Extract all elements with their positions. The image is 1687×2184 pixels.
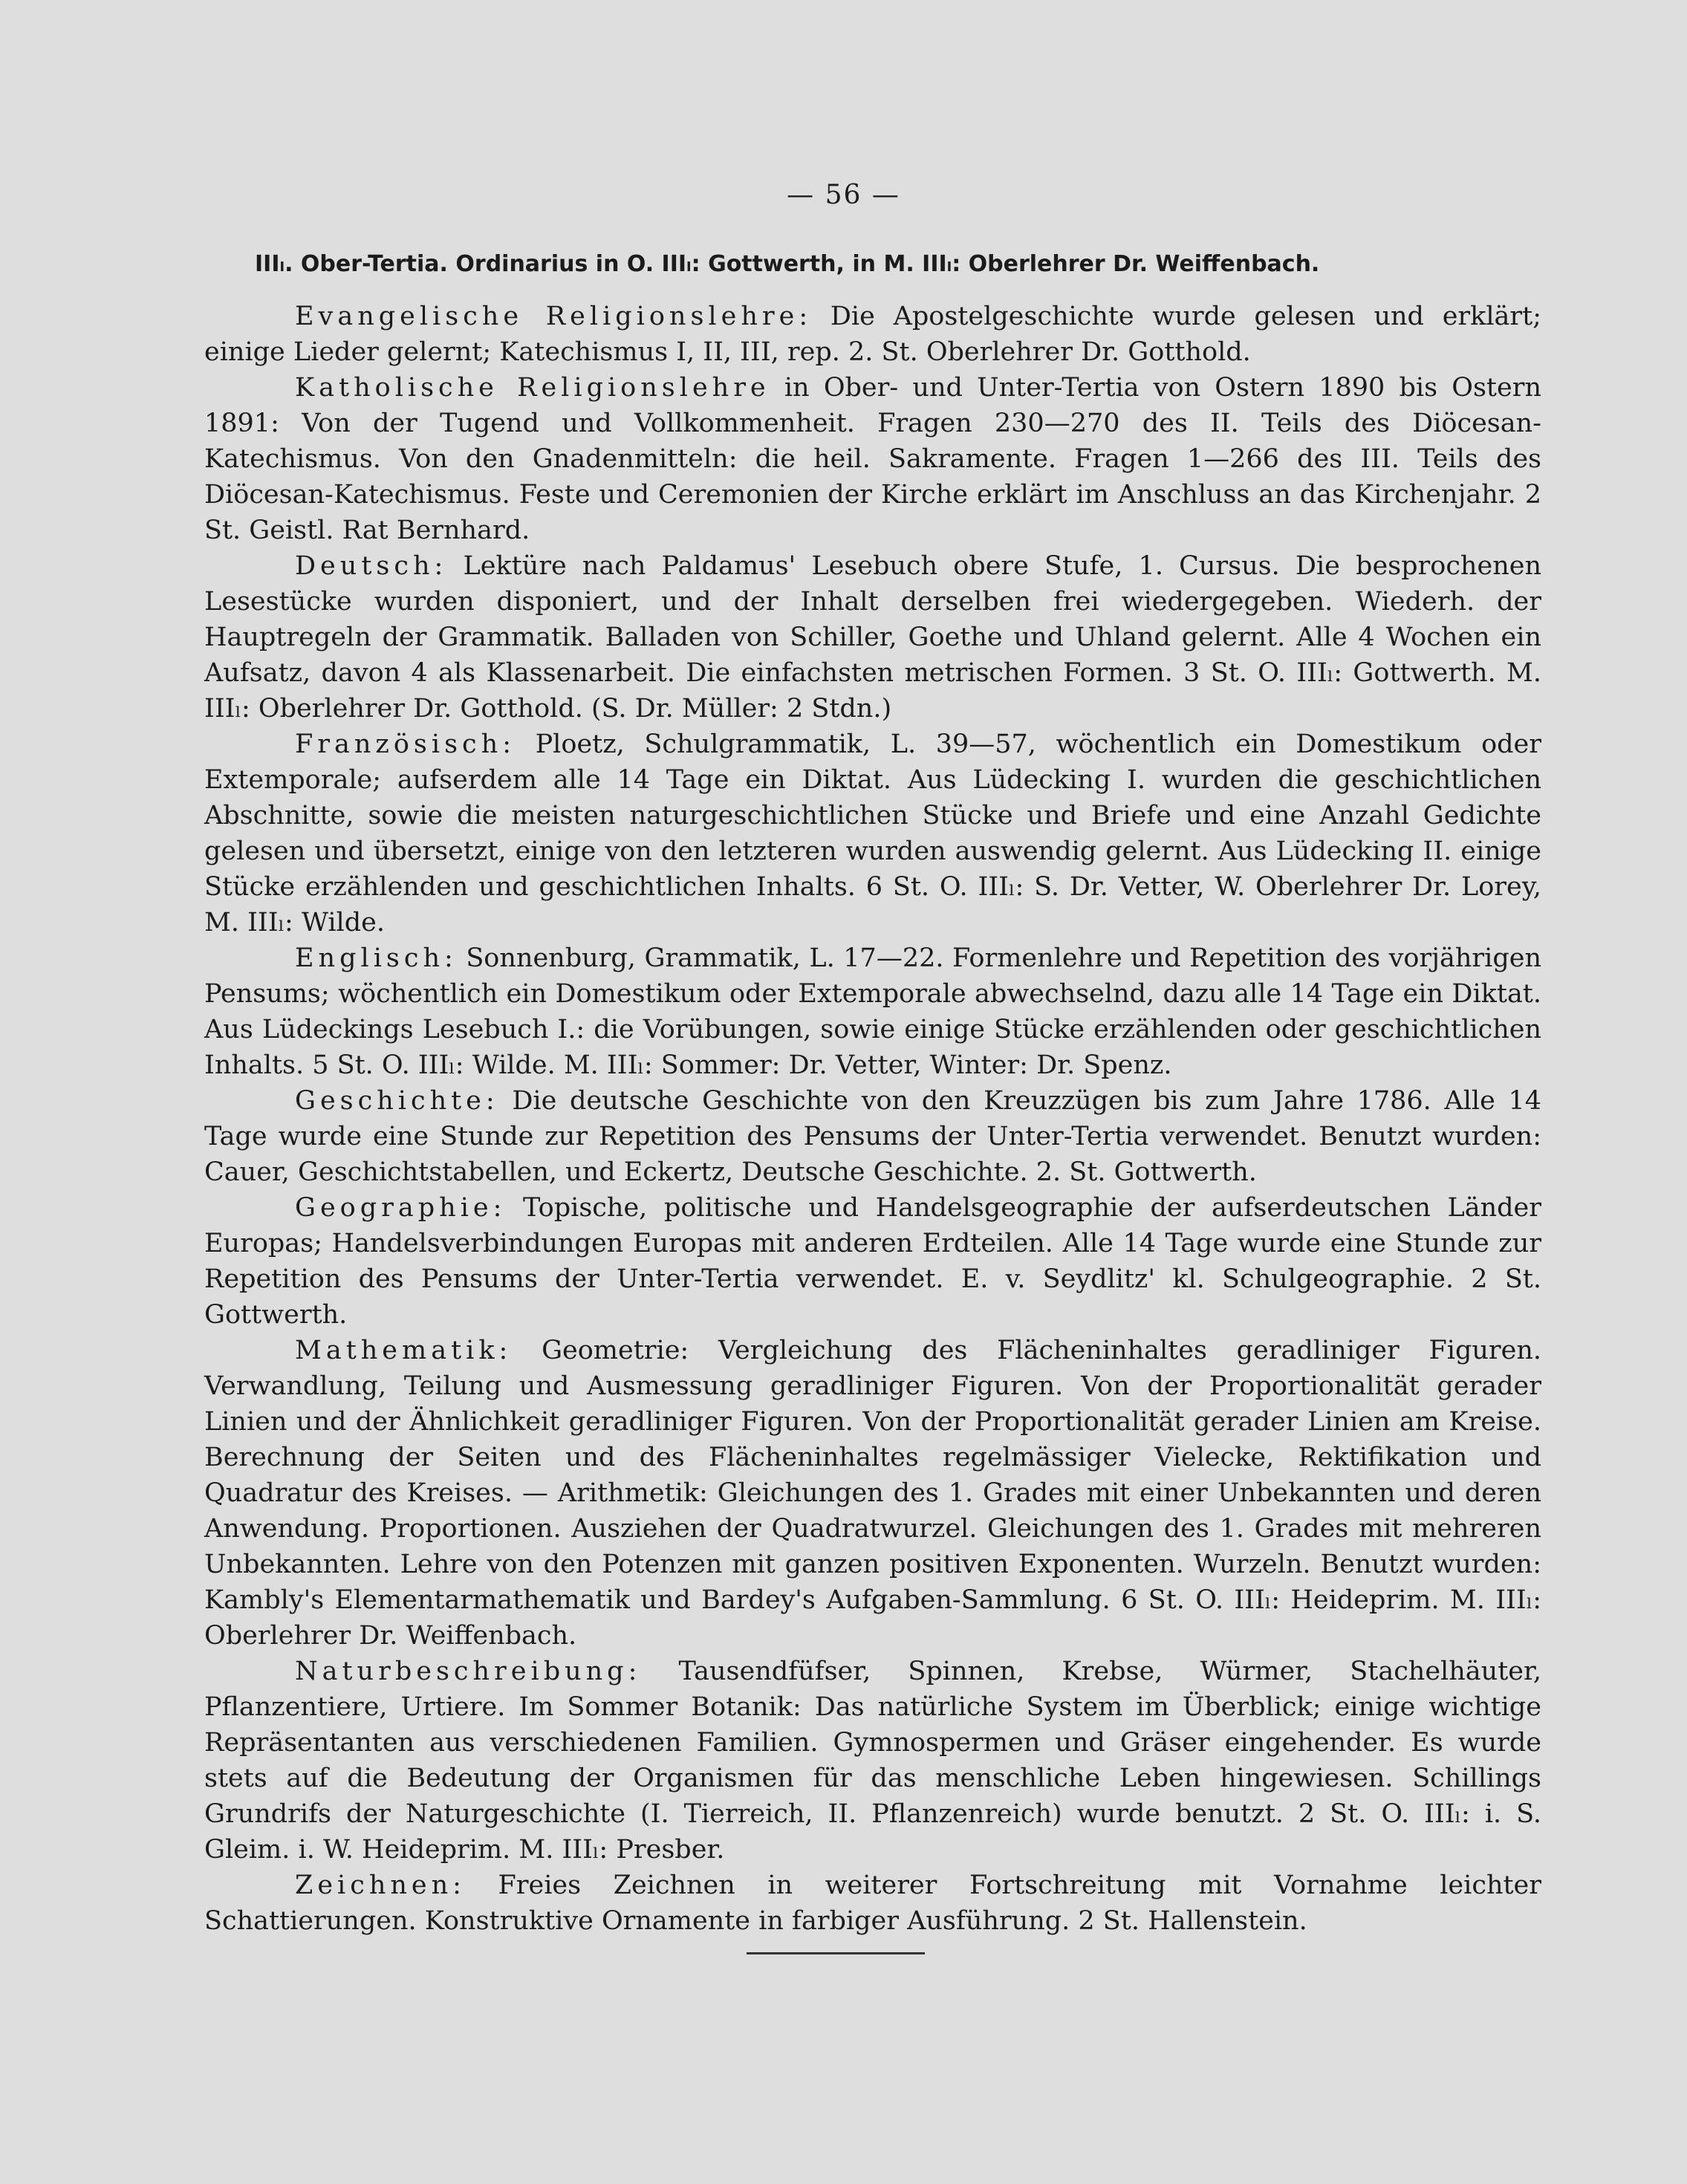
paragraph-text: Freies Zeichnen in weiterer Fortschreitung mit Vornahme leichter Schattierungen. Konstruktive Ornamente in farbiger Ausführung. 2 St. Hallenstein. — [204, 1871, 1541, 1936]
subject-label: Zeichnen: — [295, 1871, 466, 1900]
paragraph-zeichnen — [204, 1868, 1541, 1939]
paragraph-evangelische-religionslehre — [204, 299, 1541, 370]
subject-label: Mathematik: — [295, 1336, 513, 1365]
subject-label: Englisch: — [295, 943, 458, 973]
paragraph-text: Die deutsche Geschichte von den Kreuzzügen bis zum Jahre 1786. Alle 14 Tage wurde eine Stunde zur Repetition des Pensums der Unter-Tertia verwendet. Benutzt wurden: Cauer, Geschichtstabellen, und Eckertz, Deutsche Geschichte. 2. St. Gottwerth. — [204, 1086, 1541, 1187]
paragraph-text: Sonnenburg, Grammatik, L. 17—22. Formenlehre und Repetition des vorjährigen Pensums; wöchentlich ein Domestikum oder Extemporale abwechselnd, dazu alle 14 Tage ein Diktat. Aus Lüdeckings Lesebuch I.: die Vorübungen, sowie einige Stücke erzählenden oder geschichtlichen Inhalts. 5 St. O. IIIₗ: Wilde. M. IIIₗ: Sommer: Dr. Vetter, Winter: Dr. Spenz. — [204, 943, 1541, 1080]
subject-label: Naturbeschreibung: — [295, 1657, 642, 1686]
paragraph-katholische-religionslehre — [204, 370, 1541, 548]
paragraph-text: Lektüre nach Paldamus' Lesebuch obere Stufe, 1. Cursus. Die besprochenen Lesestücke wurden disponiert, und der Inhalt derselben frei wiedergegeben. Wiederh. der Hauptregeln der Grammatik. Balladen von Schiller, Goethe und Uhland gelernt. Alle 4 Wochen ein Aufsatz, davon 4 als Klassenarbeit. Die einfachsten metrischen Formen. 3 St. O. IIIₗ: Gottwerth. M. IIIₗ: Oberlehrer Dr. Gotthold. (S. Dr. Müller: 2 Stdn.) — [204, 551, 1541, 724]
document-body — [204, 299, 1541, 1939]
subject-label: Geschichte: — [295, 1086, 499, 1116]
paragraph-text: Geometrie: Vergleichung des Flächeninhaltes geradliniger Figuren. Verwandlung, Teilung und Ausmessung geradliniger Figuren. Von der Proportionalität gerader Linien und der Ähnlichkeit geradliniger Figuren. Von der Proportionalität gerader Linien am Kreise. Berechnung der Seiten und des Flächeninhaltes regelmässiger Vielecke, Rektifikation und Quadratur des Kreises. — Arithmetik: Gleichungen des 1. Grades mit einer Unbekannten und deren Anwendung. Proportionen. Ausziehen der Quadratwurzel. Gleichungen des 1. Grades mit mehreren Unbekannten. Lehre von den Potenzen mit ganzen positiven Exponenten. Wurzeln. Benutzt wurden: Kambly's Elementarmathematik und Bardey's Aufgaben-Sammlung. 6 St. O. IIIₗ: Heideprim. M. IIIₗ: Oberlehrer Dr. Weiffenbach. — [204, 1336, 1541, 1651]
paragraph-englisch — [204, 940, 1541, 1083]
paragraph-text: Tausendfüfser, Spinnen, Krebse, Würmer, Stachelhäuter, Pflanzentiere, Urtiere. Im Sommer Botanik: Das natürliche System im Überblick; einige wichtige Repräsentanten aus verschiedenen Familien. Gymnospermen und Gräser eingehender. Es wurde stets auf die Bedeutung der Organismen für das menschliche Leben hingewiesen. Schillings Grundrifs der Naturgeschichte (I. Tierreich, II. Pflanzenreich) wurde benutzt. 2 St. O. IIIₗ: i. S. Gleim. i. W. Heideprim. M. IIIₗ: Presber. — [204, 1657, 1541, 1865]
subject-label: Evangelische Religionslehre: — [295, 302, 813, 331]
page-number: — 56 — — [787, 180, 900, 210]
paragraph-franzoesisch — [204, 727, 1541, 940]
subject-label: Französisch: — [295, 729, 516, 759]
closing-rule — [747, 1952, 925, 1954]
paragraph-text: Die Apostelgeschichte wurde gelesen und erklärt; einige Lieder gelernt; Katechismus I, II, III, rep. 2. St. Oberlehrer Dr. Gotthold. — [204, 302, 1541, 367]
subject-label: Katholische Religionslehre — [295, 373, 770, 403]
paragraph-text: Topische, politische und Handelsgeographie der aufserdeutschen Länder Europas; Handelsverbindungen Europas mit anderen Erdteilen. Alle 14 Tage wurde eine Stunde zur Repetition des Pensums der Unter-Tertia verwendet. E. v. Seydlitz' kl. Schulgeographie. 2 St. Gottwerth. — [204, 1193, 1541, 1330]
subject-label: Geographie: — [295, 1193, 507, 1223]
paragraph-naturbeschreibung — [204, 1654, 1541, 1868]
paragraph-text: in Ober- und Unter-Tertia von Ostern 1890 bis Ostern 1891: Von der Tugend und Vollkommenheit. Fragen 230—270 des II. Teils des Diöcesan-Katechismus. Von den Gnadenmitteln: die heil. Sakramente. Fragen 1—266 des III. Teils des Diöcesan-Katechismus. Feste und Ceremonien der Kirche erklärt im Anschluss an das Kirchenjahr. 2 St. Geistl. Rat Bernhard. — [204, 373, 1541, 545]
paragraph-mathematik — [204, 1333, 1541, 1654]
paragraph-deutsch — [204, 548, 1541, 727]
class-heading: IIIₗ. Ober-Tertia. Ordinarius in O. IIIₗ: Gottwerth, in M. IIIₗ: Oberlehrer Dr. Weiffenbach. — [255, 251, 1320, 277]
paragraph-geographie — [204, 1190, 1541, 1333]
subject-label: Deutsch: — [295, 551, 448, 581]
paragraph-geschichte — [204, 1083, 1541, 1190]
paragraph-text: Ploetz, Schulgrammatik, L. 39—57, wöchentlich ein Domestikum oder Extemporale; aufserdem alle 14 Tage ein Diktat. Aus Lüdecking I. wurden die geschichtlichen Abschnitte, sowie die meisten naturgeschichtlichen Stücke und Briefe und eine Anzahl Gedichte gelesen und übersetzt, einige von den letzteren wurden auswendig gelernt. Aus Lüdecking II. einige Stücke erzählenden und geschichtlichen Inhalts. 6 St. O. IIIₗ: S. Dr. Vetter, W. Oberlehrer Dr. Lorey, M. IIIₗ: Wilde. — [204, 729, 1541, 937]
